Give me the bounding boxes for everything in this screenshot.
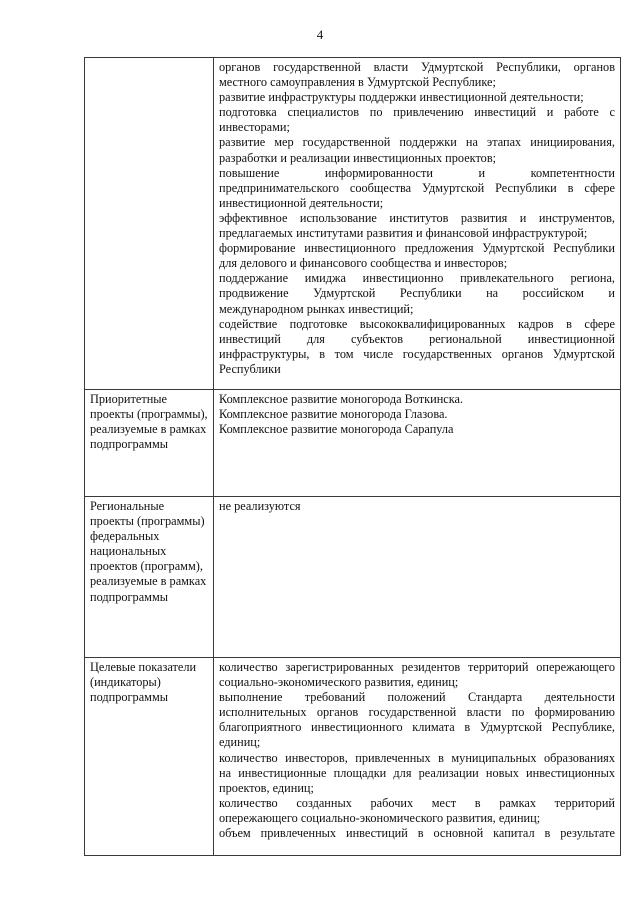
content-line: исполнительных органов государственной власти по формированию	[219, 705, 615, 720]
content-line: количество созданных рабочих мест в рамках территорий	[219, 795, 615, 810]
content-line: количество инвесторов, привлеченных в муниципальных образованиях	[219, 750, 615, 765]
content-line: повышение информированности и компетентности	[219, 165, 615, 180]
content-line: инвестиций для субъектов региональной инвестиционной	[219, 331, 615, 346]
content-line: не реализуются	[219, 499, 301, 513]
content-line: Республики	[219, 361, 281, 376]
content-line: для делового и финансового сообщества и инвесторов;	[219, 256, 508, 271]
content-line: поддержание имиджа инвестиционно привлекательного региона,	[219, 271, 615, 286]
row-content	[214, 658, 621, 856]
row-content	[214, 58, 621, 390]
table-row	[85, 390, 621, 497]
content-line: количество зарегистрированных резидентов территорий опережающего	[219, 660, 615, 674]
row-content	[214, 390, 621, 497]
content-line: формирование инвестиционного предложения Удмуртской Республики	[219, 241, 615, 256]
content-line: Комплексное развитие моногорода Воткинска.	[219, 392, 464, 406]
content-line: разработки и реализации инвестиционных проектов;	[219, 150, 497, 165]
content-line: благоприятного инвестиционного климата в Удмуртской Республике,	[219, 720, 615, 735]
content-line: единиц;	[219, 735, 261, 750]
content-line: инвесторами;	[219, 120, 290, 135]
row-label: Приоритетные проекты (программы), реализуемые в рамках подпрограммы	[85, 390, 214, 497]
content-line: на инвестиционные площадки для реализации новых инвестиционных	[219, 765, 615, 780]
content-line: содействие подготовке высококвалифицированных кадров в сфере	[219, 316, 615, 331]
row-label: Региональные проекты (программы) федеральных национальных проектов (программ), реализуемые в рамках подпрограммы	[85, 497, 214, 658]
row-label: Целевые показатели (индикаторы) подпрограммы	[85, 658, 214, 856]
content-line: опережающего социально-экономического развития, единиц;	[219, 810, 541, 825]
table-row	[85, 58, 621, 390]
content-line: проектов, единиц;	[219, 780, 314, 795]
content-line: инвестиционной деятельности;	[219, 195, 384, 210]
content-line: эффективное использование институтов развития и инструментов,	[219, 210, 615, 225]
content-line: органов государственной власти Удмуртской Республики, органов	[219, 60, 615, 74]
content-line: международном рынках инвестиций;	[219, 301, 414, 316]
content-line: объем привлеченных инвестиций в основной капитал в результате	[219, 826, 615, 841]
content-line: развитие инфраструктуры поддержки инвестиционной деятельности;	[219, 90, 584, 105]
row-content	[214, 497, 621, 658]
content-line: местного самоуправления в Удмуртской Республике;	[219, 75, 496, 90]
content-line: инфраструктуры, в том числе государственных органов Удмуртской	[219, 346, 615, 361]
table-row	[85, 658, 621, 856]
row-label	[85, 58, 214, 390]
content-line: предлагаемых институтами развития и финансовой инфраструктурой;	[219, 226, 588, 241]
content-line: Комплексное развитие моногорода Глазова.	[219, 407, 448, 422]
page-number: 4	[316, 27, 324, 42]
content-line: развитие мер государственной поддержки на этапах инициирования,	[219, 135, 615, 150]
content-line: социально-экономического развития, единиц;	[219, 675, 459, 690]
content-line: подготовка специалистов по привлечению инвестиций и работе с	[219, 105, 615, 120]
passport-table	[84, 57, 621, 856]
content-line: продвижение Удмуртской Республики на российском и	[219, 286, 615, 301]
content-line: выполнение требований положений Стандарта деятельности	[219, 690, 615, 705]
content-line: Комплексное развитие моногорода Сарапула	[219, 422, 454, 437]
table-row	[85, 497, 621, 658]
content-line: предпринимательского сообщества Удмуртской Республики в сфере	[219, 180, 615, 195]
